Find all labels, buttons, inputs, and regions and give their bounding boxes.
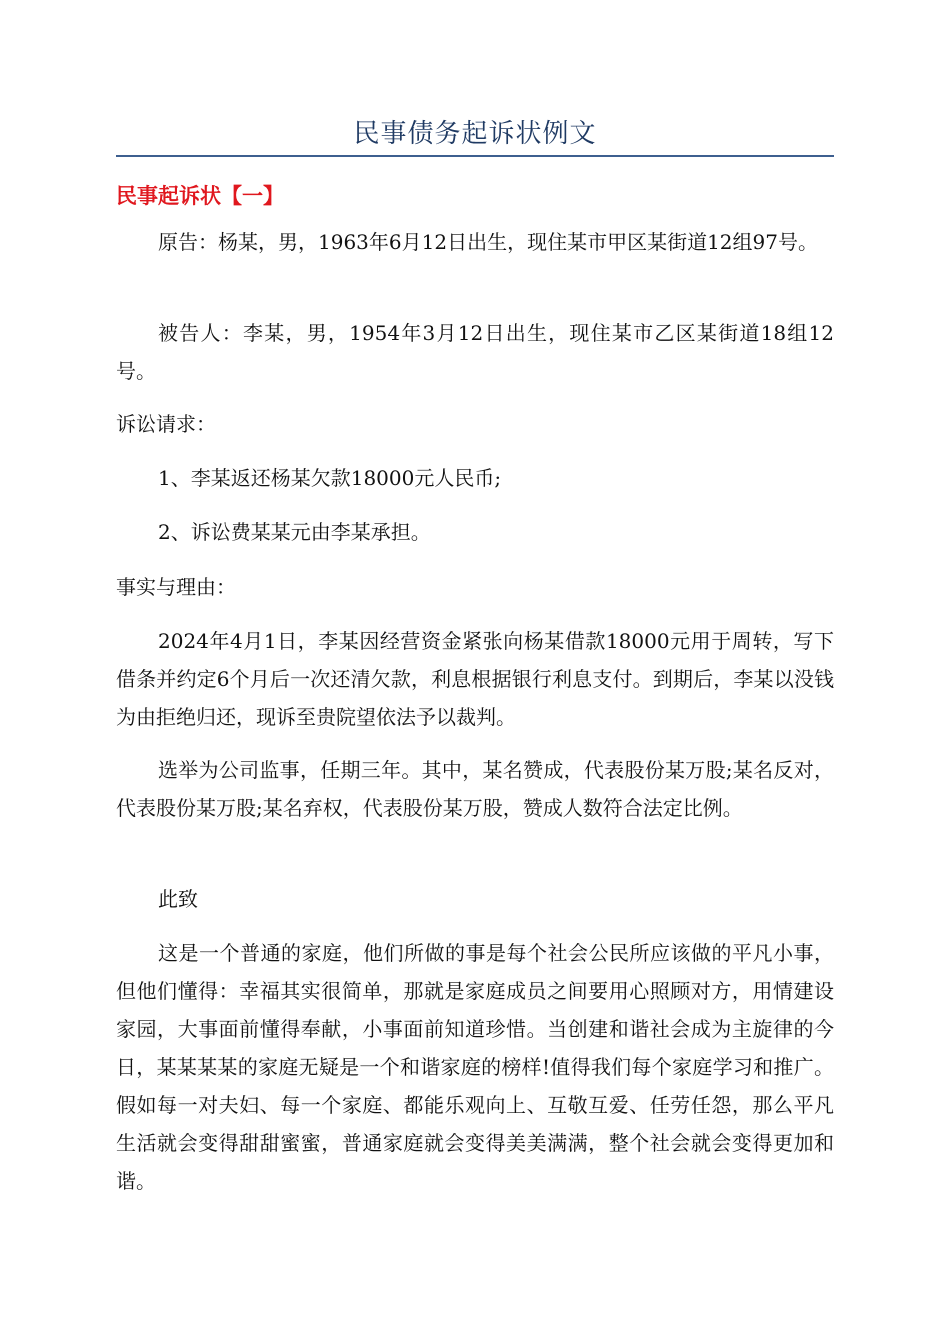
claim-item-1: 1、李某返还杨某欠款18000元人民币; xyxy=(158,466,502,490)
defendant-paragraph: 被告人：李某，男，1954年3月12日出生，现住某市乙区某街道18组12号。 xyxy=(116,321,834,383)
facts-label: 事实与理由： xyxy=(116,575,236,599)
election-paragraph: 选举为公司监事，任期三年。其中，某名赞成，代表股份某万股;某名反对，代表股份某万股;某名弃权，代表股份某万股，赞成人数符合法定比例。 xyxy=(116,758,834,820)
facts-paragraph: 2024年4月1日，李某因经营资金紧张向杨某借款18000元用于周转，写下借条并约定6个月后一次还清欠款，利息根据银行利息支付。到期后，李某以没钱为由拒绝归还，现诉至贵院望依法予以裁判。 xyxy=(116,629,834,729)
closing-text: 此致 xyxy=(158,887,198,911)
section-heading: 民事起诉状【一】 xyxy=(116,184,284,208)
claims-label: 诉讼请求： xyxy=(116,412,216,436)
plaintiff-paragraph: 原告：杨某，男，1963年6月12日出生，现住某市甲区某街道12组97号。 xyxy=(158,230,818,254)
family-paragraph: 这是一个普通的家庭，他们所做的事是每个社会公民所应该做的平凡小事，但他们懂得：幸福其实很简单，那就是家庭成员之间要用心照顾对方，用情建设家园，大事面前懂得奉献，小事面前知道珍惜。当创建和谐社会成为主旋律的今日，某某某某的家庭无疑是一个和谐家庭的榜样!值得我们每个家庭学习和推广。假如每一对夫妇、每一个家庭、都能乐观向上、互敬互爱、任劳任怨，那么平凡生活就会变得甜甜蜜蜜，普通家庭就会变得美美满满，整个社会就会变得更加和谐。 xyxy=(116,941,834,1193)
claim-item-2: 2、诉讼费某某元由李某承担。 xyxy=(158,520,431,544)
title-divider xyxy=(116,155,834,157)
document-title: 民事债务起诉状例文 xyxy=(353,119,597,149)
